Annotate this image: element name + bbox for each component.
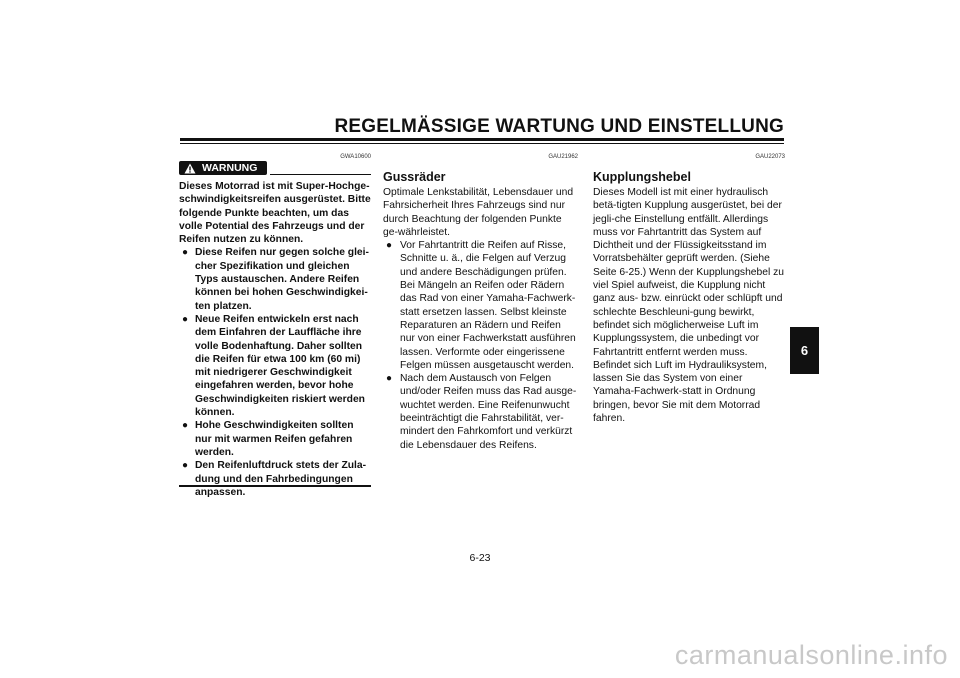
watermark: carmanualsonline.info xyxy=(674,640,948,670)
chapter-tab: 6 xyxy=(790,327,819,374)
kupplungshebel-body: Dieses Modell ist mit einer hydraulisch betä-tigten Kupplung ausgerüstet, bei der jegli-che Einstellung entfällt. Allerdings muss vor Fahrtantritt das System auf Dichtheit und der Flüssigkeitsstand im Vorratsbehälter geprüft werden. (Siehe Seite 6-25.) Wenn der Kupplungshebel zu viel Spiel aufweist, die Kupplung nicht ganz aus- bzw. einrückt oder schlüpft und schlechte Beschleuni-gung bewirkt, befindet sich möglicherweise Luft im Kupplungssystem, die unbedingt vor Fahrtantritt entfernt werden muss. Befindet sich Luft im Hydrauliksystem, lassen Sie das System von einer Yamaha-Fachwerk-statt in Ordnung bringen, bevor Sie mit dem Motorrad fahren. xyxy=(593,187,785,425)
gussraeder-intro: Optimale Lenkstabilität, Lebensdauer und Fahrsicherheit Ihres Fahrzeugs sind nur durch Beachtung der folgenden Punkte ge-währleistet. xyxy=(383,187,574,238)
warning-rule-top xyxy=(270,174,371,175)
warning-list xyxy=(179,246,371,499)
warning-content xyxy=(179,180,371,499)
list-item: ● Vor Fahrtantritt die Reifen auf Risse, Schnitte u. ä., die Felgen auf Verzug und andere Beschädigungen prüfen. Bei Mängeln an Reifen oder Rädern das Rad von einer Yamaha-Fachwerk-statt ersetzen lassen. Selbst kleinste Reparaturen an Rädern und Reifen nur von einer Fachwerkstatt ausführen lassen. Verformte oder eingerissene Felgen müssen ausgetauscht werden. xyxy=(386,240,576,371)
kupplungshebel-code: GAU22073 xyxy=(755,154,785,160)
gussraeder-code: GAU21962 xyxy=(548,154,578,160)
gussraeder-title: Gussräder xyxy=(383,170,446,184)
gussraeder-list xyxy=(383,239,578,452)
warning-code: GWA10600 xyxy=(340,154,371,160)
list-item: ● Hohe Geschwindigkeiten sollten nur mit warmen Reifen gefahren werden. xyxy=(182,420,354,458)
kupplungshebel-title: Kupplungshebel xyxy=(593,170,691,184)
list-item: ● Den Reifenluftdruck stets der Zula-dung und den Fahrbedingungen anpassen. xyxy=(182,460,367,498)
list-item: ● Neue Reifen entwickeln erst nach dem Einfahren der Lauffläche ihre volle Bodenhaftung. Daher sollten die Reifen für etwa 100 km (60 mi) mit niedrigerer Geschwindigkeit eingefahren werden, bevor hohe Geschwindigkeiten riskiert werden können. xyxy=(182,313,365,419)
bullet-icon: ● xyxy=(386,373,393,385)
warning-rule-bottom xyxy=(179,485,371,487)
list-item: ● Diese Reifen nur gegen solche glei-cher Spezifikation und gleichen Typs austauschen. Andere Reifen können bei hohen Geschwindigkei-ten platzen. xyxy=(182,247,369,312)
gussraeder-section xyxy=(383,170,578,452)
header-rule xyxy=(180,138,784,141)
bullet-icon: ● xyxy=(182,460,189,472)
bullet-icon: ● xyxy=(182,247,189,259)
page-header-title: REGELMÄSSIGE WARTUNG UND EINSTELLUNG xyxy=(334,116,784,137)
kupplungshebel-section xyxy=(593,170,785,425)
warning-intro: Dieses Motorrad ist mit Super-Hochge-schwindigkeitsreifen ausgerüstet. Bitte folgende Punkte beachten, um das volle Potential des Fahrzeugs und der Reifen nutzen zu können. xyxy=(179,181,371,246)
header-rule-thin xyxy=(180,143,784,144)
bullet-icon: ● xyxy=(386,240,393,252)
bullet-icon: ● xyxy=(182,420,189,432)
warning-triangle-icon xyxy=(184,163,196,174)
warning-badge xyxy=(179,161,267,175)
warning-badge-label: WARNUNG xyxy=(202,162,258,174)
page-number: 6-23 xyxy=(469,552,491,564)
bullet-icon: ● xyxy=(182,313,189,325)
list-item: ● Nach dem Austausch von Felgen und/oder Reifen muss das Rad ausge-wuchtet werden. Eine Reifenunwucht beeinträchtigt die Fahrstabilität, ver-mindert den Fahrkomfort und verkürzt die Lebensdauer des Reifens. xyxy=(386,373,577,451)
